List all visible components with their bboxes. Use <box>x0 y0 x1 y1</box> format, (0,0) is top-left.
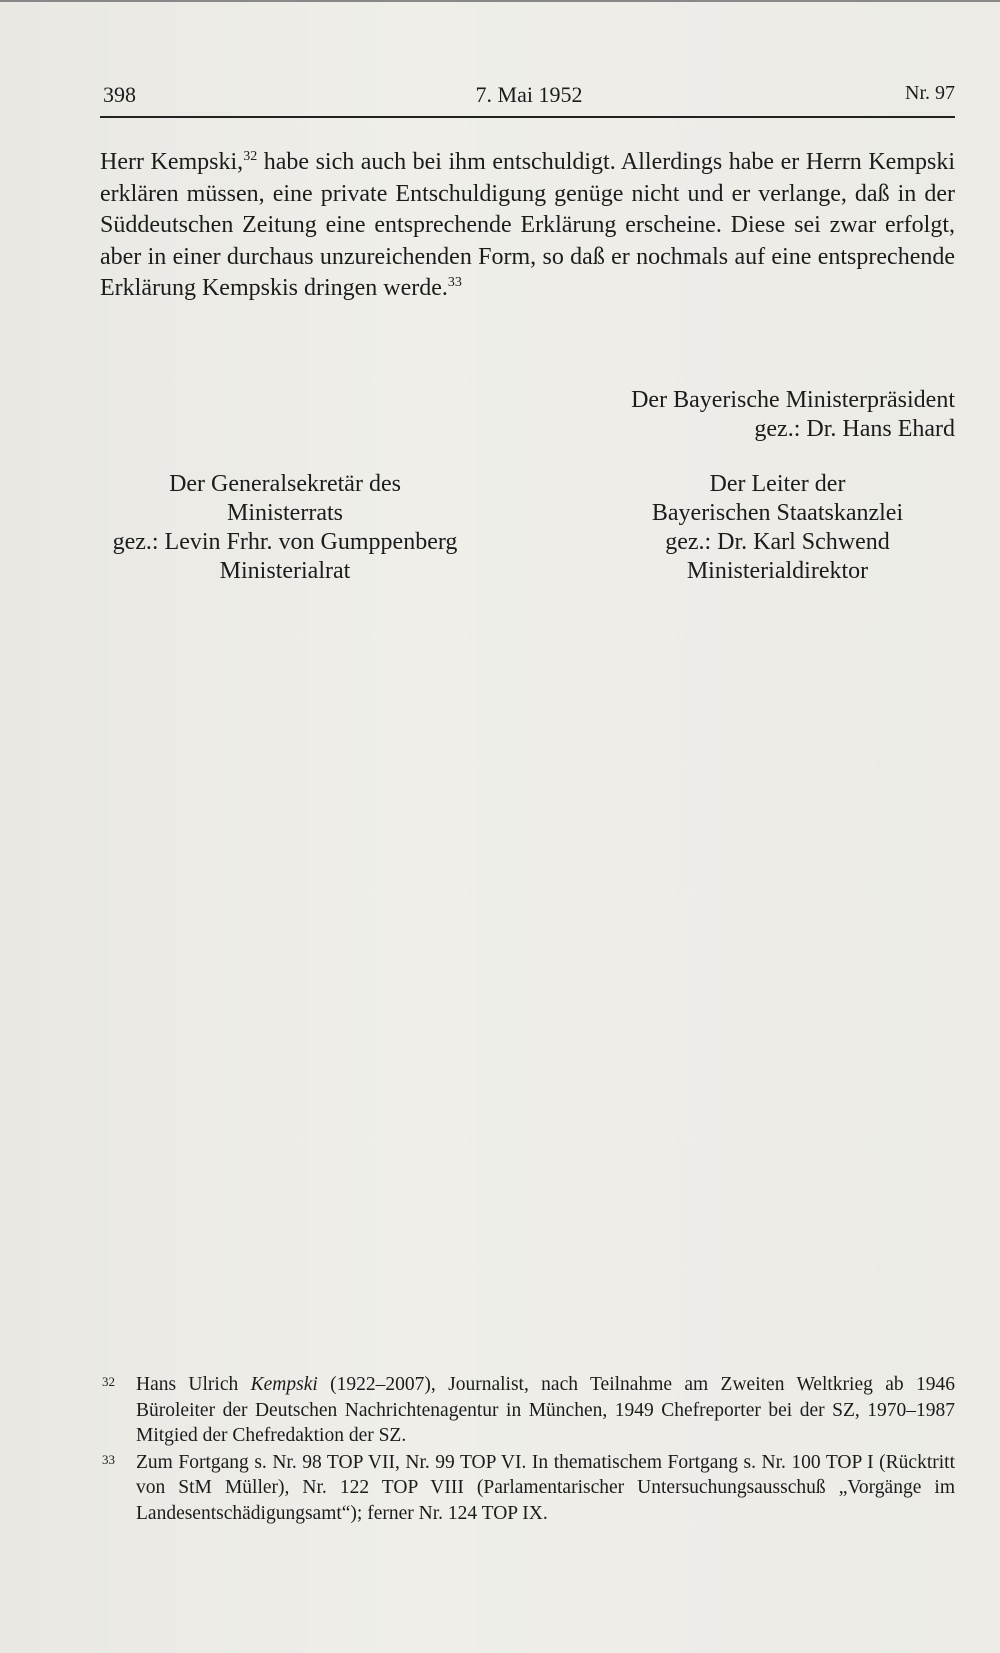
footnote-32 <box>102 1372 955 1449</box>
chancellery-signed: gez.: Dr. Karl Schwend <box>665 529 890 555</box>
secretary-title-line1: Der Generalsekretär des <box>169 471 401 497</box>
president-signed: gez.: Dr. Hans Ehard <box>754 416 955 442</box>
chancellery-rank: Ministerialdirektor <box>686 558 869 584</box>
secretary-title-line2: Ministerrats <box>227 500 343 526</box>
secretary-signed: gez.: Levin Frhr. von Gumppenberg <box>112 529 458 555</box>
footnote-ref-32[interactable]: 32 <box>243 149 258 164</box>
signature-secretary <box>100 470 470 586</box>
secretary-rank: Ministerialrat <box>219 558 351 584</box>
footnote-name-italic: Kempski <box>250 1374 318 1395</box>
paragraph-start: Herr Kempski, <box>100 149 244 175</box>
footnote-text: Zum Fortgang s. Nr. 98 TOP VII, Nr. 99 TOP VI. In thematischem Fortgang s. Nr. 100 TOP I (Rücktritt von StM Müller), Nr. 122 TOP VIII (Parlamentarischer Untersuchungsausschuß „Vorgänge im Landesentschädigungsamt“); ferner Nr. 124 TOP IX. <box>136 1451 955 1524</box>
footnote-number: 32 <box>102 1374 115 1389</box>
signature-president <box>560 386 955 444</box>
signature-chancellery <box>600 470 955 586</box>
running-header <box>103 82 955 112</box>
page-top-edge <box>0 0 1000 2</box>
header-rule <box>100 116 955 118</box>
chancellery-title-line1: Der Leiter der <box>709 471 846 497</box>
chancellery-title-line2: Bayerischen Staatskanzlei <box>651 500 904 526</box>
footnote-number: 33 <box>102 1451 115 1467</box>
president-title: Der Bayerische Ministerpräsident <box>631 387 955 413</box>
footnote-name-prefix: Hans Ulrich <box>136 1374 251 1395</box>
footnotes <box>102 1372 955 1527</box>
document-number: Nr. 97 <box>905 82 955 104</box>
footnote-33 <box>102 1450 955 1527</box>
footnote-text: (1922–2007), Journalist, nach Teilnahme am Zweiten Weltkrieg ab 1946 Büroleiter der Deutschen Nachrichtenagentur in München, 1949 Chefreporter bei der SZ, 1970–1987 Mitgied der Chefredaktion der SZ. <box>136 1374 955 1446</box>
footnote-ref-33[interactable]: 33 <box>447 275 462 290</box>
page-number: 398 <box>103 82 136 107</box>
paragraph-rest: habe sich auch bei ihm entschuldigt. Allerdings habe er Herrn Kempski erklären müssen, eine private Entschuldigung genüge nicht und er verlange, daß in der Süddeutschen Zeitung eine entsprechende Erklärung erscheine. Diese sei zwar erfolgt, aber in einer durchaus unzureichenden Form, so daß er nochmals auf eine entsprechende Erklärung Kempskis dringen werde. <box>100 149 955 301</box>
header-date: 7. Mai 1952 <box>475 82 583 107</box>
main-paragraph <box>100 147 955 305</box>
